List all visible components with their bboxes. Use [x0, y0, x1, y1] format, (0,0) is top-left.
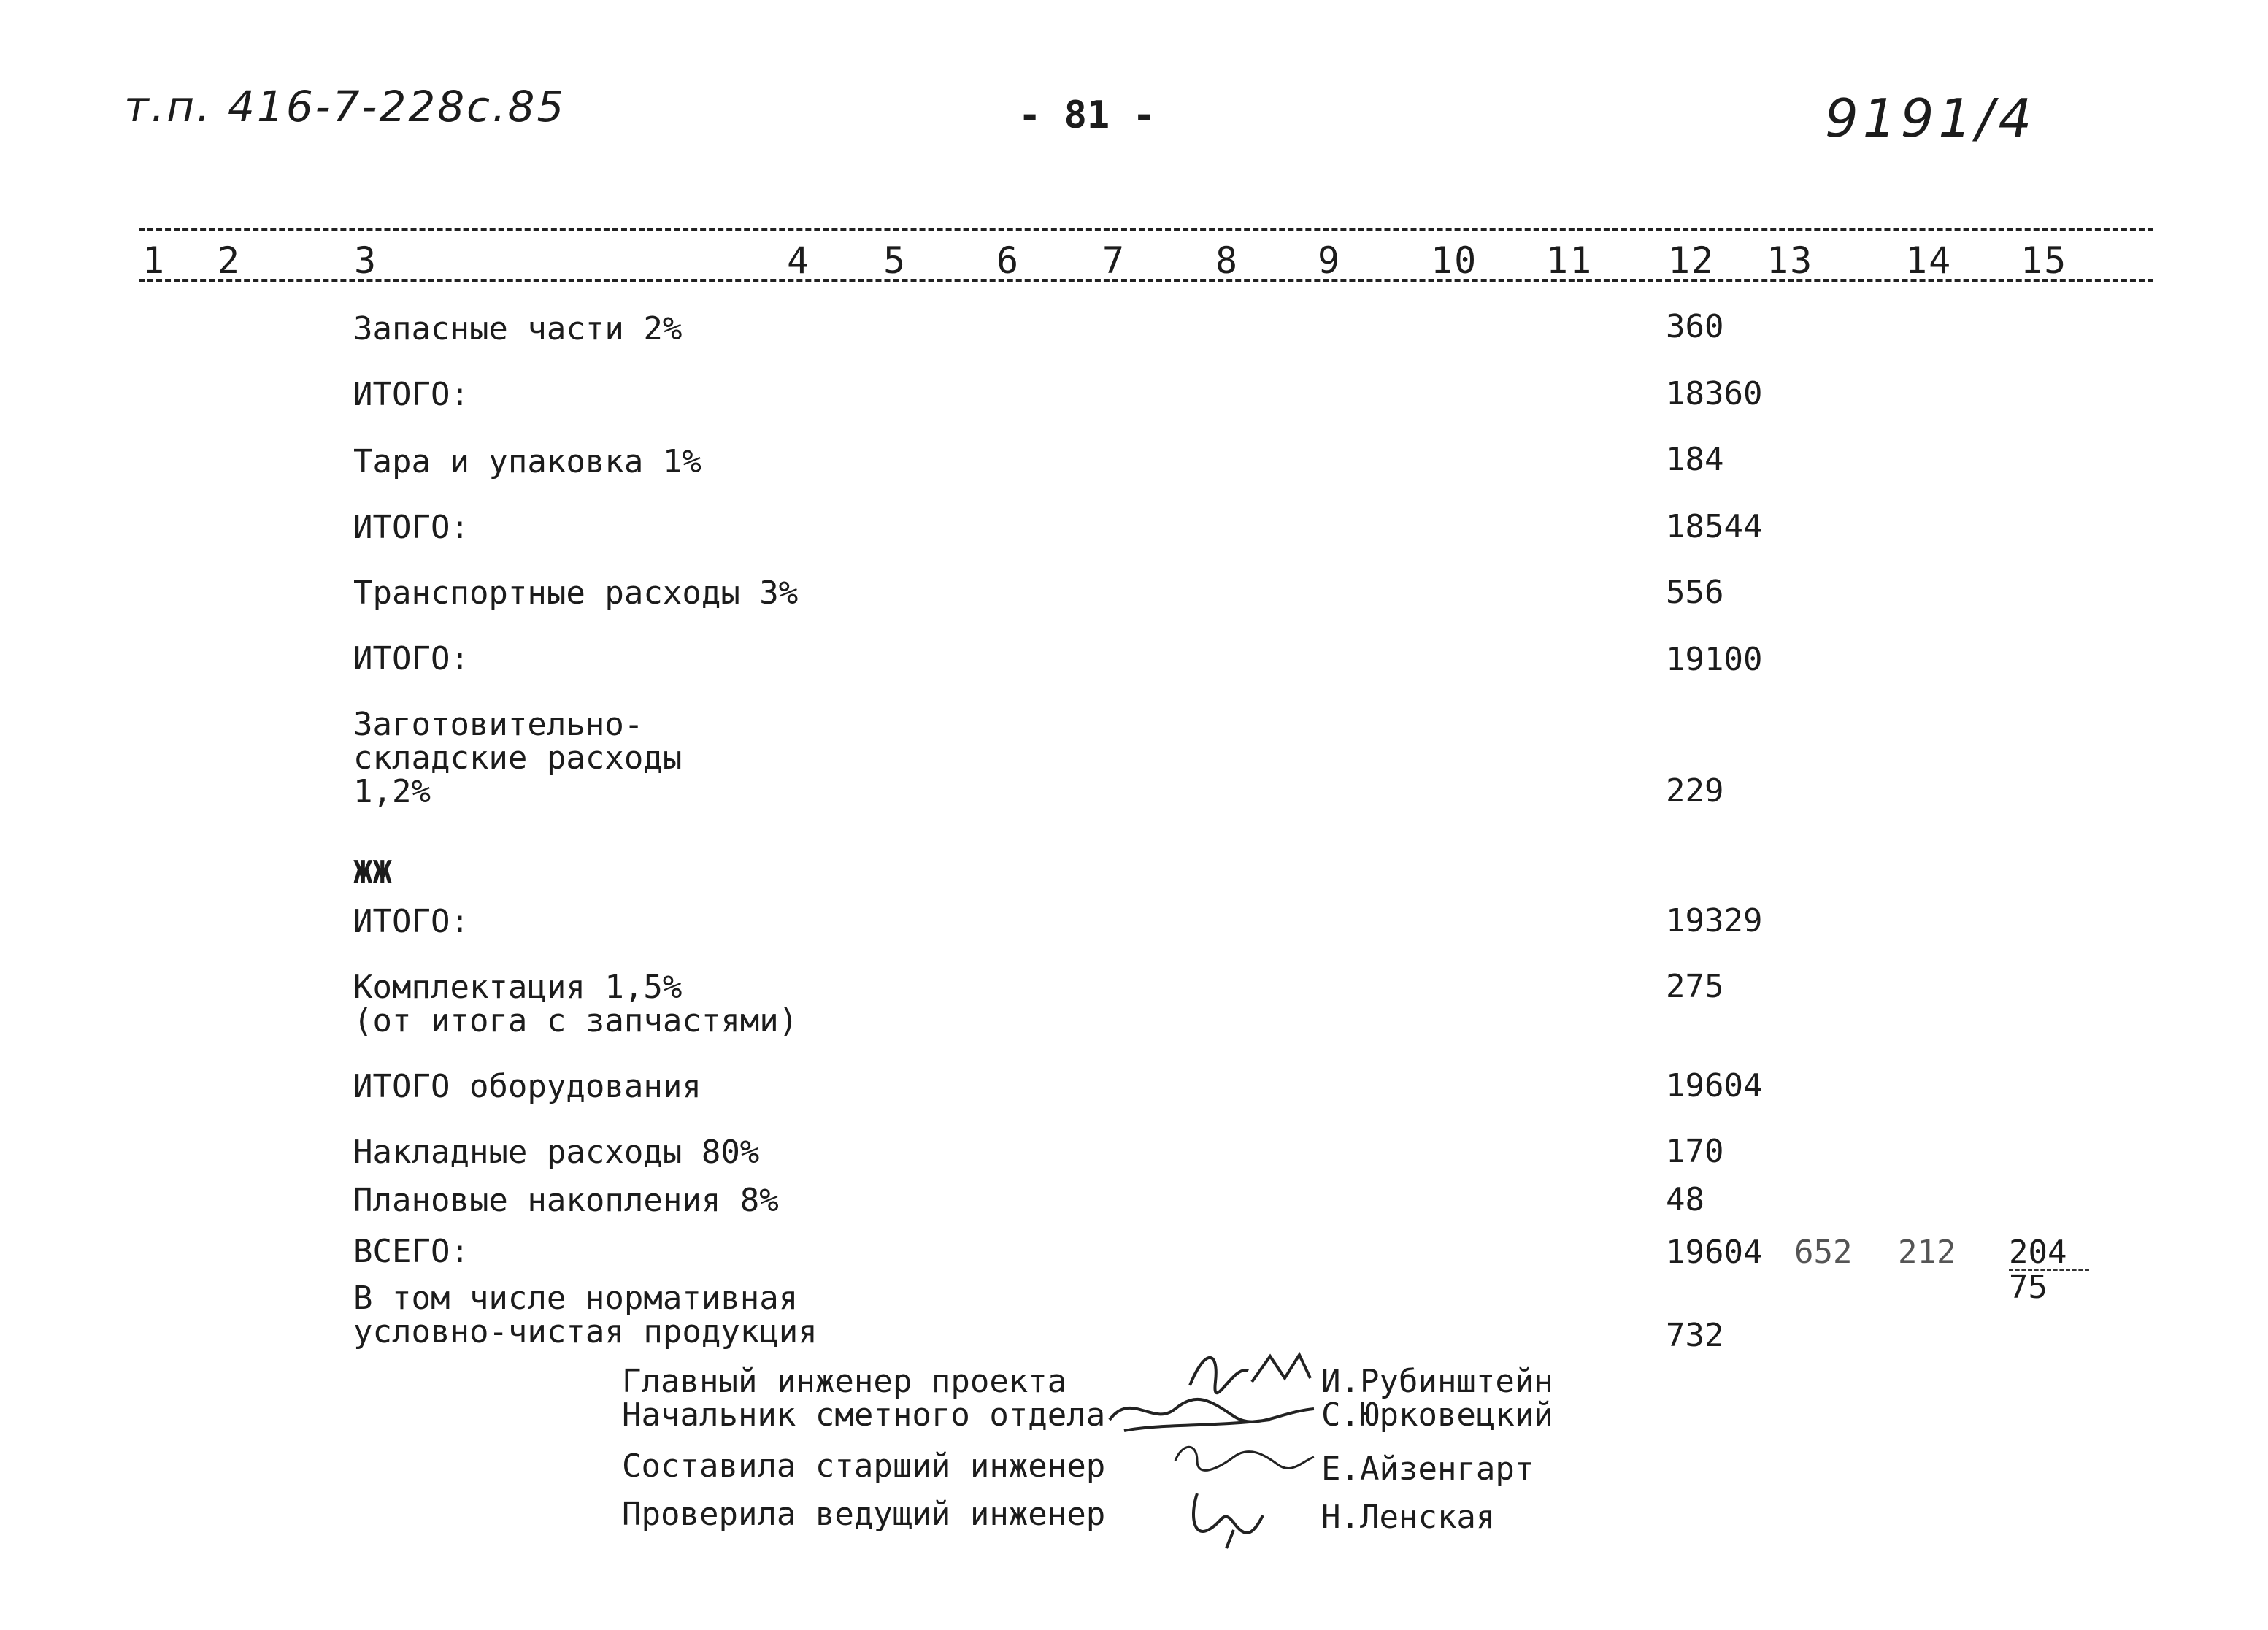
- signatory-name: Е.Айзенгарт: [1321, 1450, 1534, 1488]
- signatory-role: Начальник сметного отдела: [622, 1396, 1106, 1434]
- col-header-8: 8: [1215, 239, 1239, 282]
- row-value-col12: 229: [1666, 772, 1724, 810]
- col-header-5: 5: [883, 239, 907, 282]
- col-header-14: 14: [1905, 239, 1953, 282]
- signatory-name: И.Рубинштейн: [1321, 1363, 1553, 1400]
- row-value-col12: 732: [1666, 1317, 1724, 1354]
- row-value-col12: 360: [1666, 308, 1724, 345]
- row-value-col12: 19604: [1666, 1067, 1763, 1104]
- signature-scribble-3: [1168, 1435, 1321, 1479]
- row-value-col12: 170: [1666, 1133, 1724, 1170]
- row-value-col15-top: 204: [2009, 1234, 2067, 1271]
- row-label: Плановые накопления 8%: [353, 1182, 779, 1219]
- row-label: ИТОГО:: [353, 640, 469, 677]
- col-header-15: 15: [2021, 239, 2068, 282]
- row-label: Накладные расходы 80%: [353, 1134, 760, 1171]
- row-label: Заготовительно- складские расходы 1,2%: [353, 706, 683, 810]
- row-value-col12: 275: [1666, 968, 1724, 1005]
- row-value-col12: 184: [1666, 441, 1724, 478]
- col-header-9: 9: [1318, 239, 1342, 282]
- col-header-2: 2: [218, 239, 242, 282]
- signature-scribble-4: [1183, 1486, 1270, 1552]
- col-header-3: 3: [354, 239, 378, 282]
- col-header-10: 10: [1431, 239, 1478, 282]
- row-value-col15-bottom: 75: [2009, 1269, 2048, 1306]
- signatory-role: Проверила ведущий инженер: [622, 1496, 1106, 1533]
- row-label: ИТОГО:: [353, 376, 469, 413]
- signatory-role: Главный инженер проекта: [622, 1363, 1067, 1400]
- col-header-12: 12: [1668, 239, 1715, 282]
- row-label: Запасные части 2%: [353, 310, 683, 347]
- sheet-code: 9191/4: [1825, 88, 2037, 149]
- col-header-11: 11: [1546, 239, 1594, 282]
- row-value-col12: 48: [1666, 1181, 1704, 1218]
- document-reference: т.п. 416-7-228с.85: [124, 82, 566, 131]
- signatory-role: Составила старший инженер: [622, 1448, 1106, 1485]
- page-number: - 81 -: [1018, 93, 1156, 137]
- row-value-col12: 18544: [1666, 508, 1763, 545]
- row-label: Транспортные расходы 3%: [353, 574, 799, 612]
- row-value-col12: 19329: [1666, 902, 1763, 939]
- row-value-col12: 19604: [1666, 1234, 1763, 1271]
- row-value-col12: 18360: [1666, 375, 1763, 412]
- col-header-6: 6: [996, 239, 1020, 282]
- row-label: В том числе нормативная условно-чистая продукция: [353, 1280, 818, 1350]
- row-label: ВСЕГО:: [353, 1233, 469, 1270]
- row-label: ИТОГО:: [353, 903, 469, 940]
- row-value-col14: 212: [1898, 1234, 1956, 1271]
- row-label: ИТОГО оборудования: [353, 1068, 701, 1105]
- row-value-col13: 652: [1794, 1234, 1853, 1271]
- row-value-col12: 556: [1666, 574, 1724, 611]
- row-label: Комплектация 1,5% (от итога с запчастями): [353, 969, 799, 1039]
- signature-scribble-2: [1102, 1387, 1321, 1438]
- col-header-1: 1: [142, 239, 166, 282]
- col-header-4: 4: [787, 239, 811, 282]
- signatory-name: С.Юрковецкий: [1321, 1396, 1553, 1434]
- header-top-rule: [139, 228, 2153, 231]
- stray-mark: ЖЖ: [353, 854, 392, 891]
- signatory-name: Н.Ленская: [1321, 1499, 1496, 1536]
- col-header-13: 13: [1767, 239, 1814, 282]
- row-label: Тара и упаковка 1%: [353, 443, 701, 480]
- row-label: ИТОГО:: [353, 509, 469, 546]
- col-header-7: 7: [1102, 239, 1126, 282]
- header-bottom-rule: [139, 279, 2153, 282]
- row-value-col12: 19100: [1666, 641, 1763, 678]
